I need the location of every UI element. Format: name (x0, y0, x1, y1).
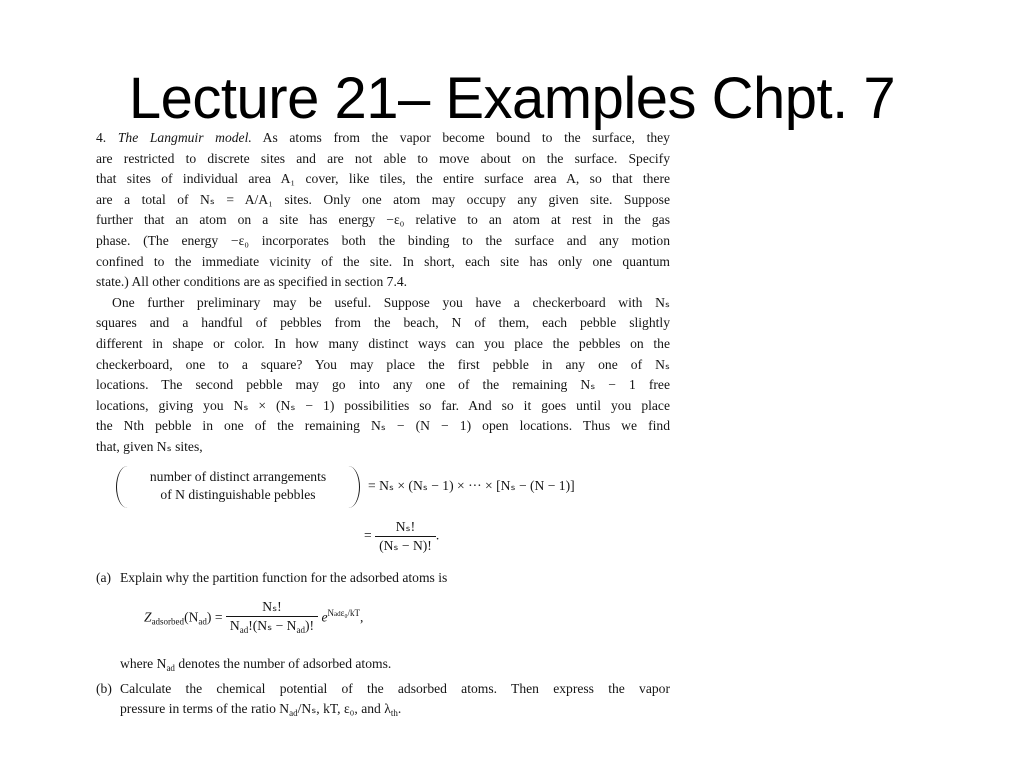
fraction: $\frac{\text{Nₛ!}}{\text{(Nₛ − N)!}}$ (375, 518, 436, 555)
equation-factorial: = $\frac{\text{Nₛ!}}{\text{(Nₛ − N)!}}$ . (364, 518, 440, 553)
text-line: state.) All other conditions are as specified in section 7.4. (96, 274, 408, 290)
text-line: 4. The Langmuir model. As atoms from the vapor become bound to the surface, they (96, 130, 670, 145)
part-a: (a) Explain why the partition function for the adsorbed atoms is (96, 569, 448, 585)
text-line: One further preliminary may be useful. Suppose you have a checkerboard with Nₛ (112, 294, 670, 310)
slide-title: Lecture 21– Examples Chpt. 7 (128, 66, 896, 131)
text-line: are a total of Nₛ = A/A₁ sites. Only one atom may occupy any given site. Suppose (96, 191, 670, 207)
equation-rhs: = Nₛ × (Nₛ − 1) × ··· × [Nₛ − (N − 1)] (368, 477, 575, 493)
scanned-problem-text (96, 128, 670, 728)
text-line: the Nth pebble in one of the remaining Nₛ − (N − 1) open locations. Thus we find (96, 418, 670, 434)
text-line: confined to the immediate vicinity of the site. In short, each site has only one quantum (96, 253, 670, 269)
text-line: further that an atom on a site has energy −ε₀ relative to an atom at rest in the gas (96, 212, 670, 228)
problem-number: 4. (96, 130, 107, 145)
text-line: locations, giving you Nₛ × (Nₛ − 1) possibilities so far. And so it goes until you place (96, 397, 670, 413)
text-line: locations. The second pebble may go into any one of the remaining Nₛ − 1 free (96, 377, 670, 393)
equation-arrangements (96, 464, 670, 512)
part-b: (b) Calculate the chemical potential of the adsorbed atoms. Then express the vapor pressure in terms of the ratio $N_{ad}/N_s$, kT, ε₀, and $\lambda_{th}$. (96, 680, 670, 719)
text-line: squares and a handful of pebbles from the beach, N of them, each pebble slightly (96, 315, 670, 331)
problem-heading: The Langmuir model. (117, 130, 252, 145)
problem-paragraph-2 (96, 293, 670, 458)
text-line: checkerboard, one to a square? You may place the first pebble in any one of Nₛ (96, 356, 670, 372)
text-line: different in shape or color. In how many distinct ways can you place the pebbles on the (96, 335, 670, 351)
text-line: phase. (The energy −ε₀ incorporates both the binding to the surface and any motion (96, 232, 670, 248)
equation-partition-function: $Z_{adsorbed}(N_{ad})$ = $\frac{\text{Nₛ!}}{N_{ad}!(N_s - N_{ad})!}$ $e^{Nad\varepsilon_0/kT}$, (96, 598, 670, 650)
text-line: that, given Nₛ sites, (96, 438, 203, 454)
where-clause: where $N_{ad}$ denotes the number of adsorbed atoms. (120, 656, 392, 674)
parenthesized-expression: number of distinct arrangements of N distinguishable pebbles (116, 466, 360, 508)
text-line: are restricted to discrete sites and are not able to move about on the surface. Specify (96, 150, 670, 166)
fraction: $\frac{\text{Nₛ!}}{N_{ad}!(N_s - N_{ad})!}$ (226, 598, 318, 639)
text-line: that sites of individual area A₁ cover, like tiles, the entire surface area A, so that there (96, 171, 670, 187)
problem-paragraph-1 (96, 128, 670, 293)
